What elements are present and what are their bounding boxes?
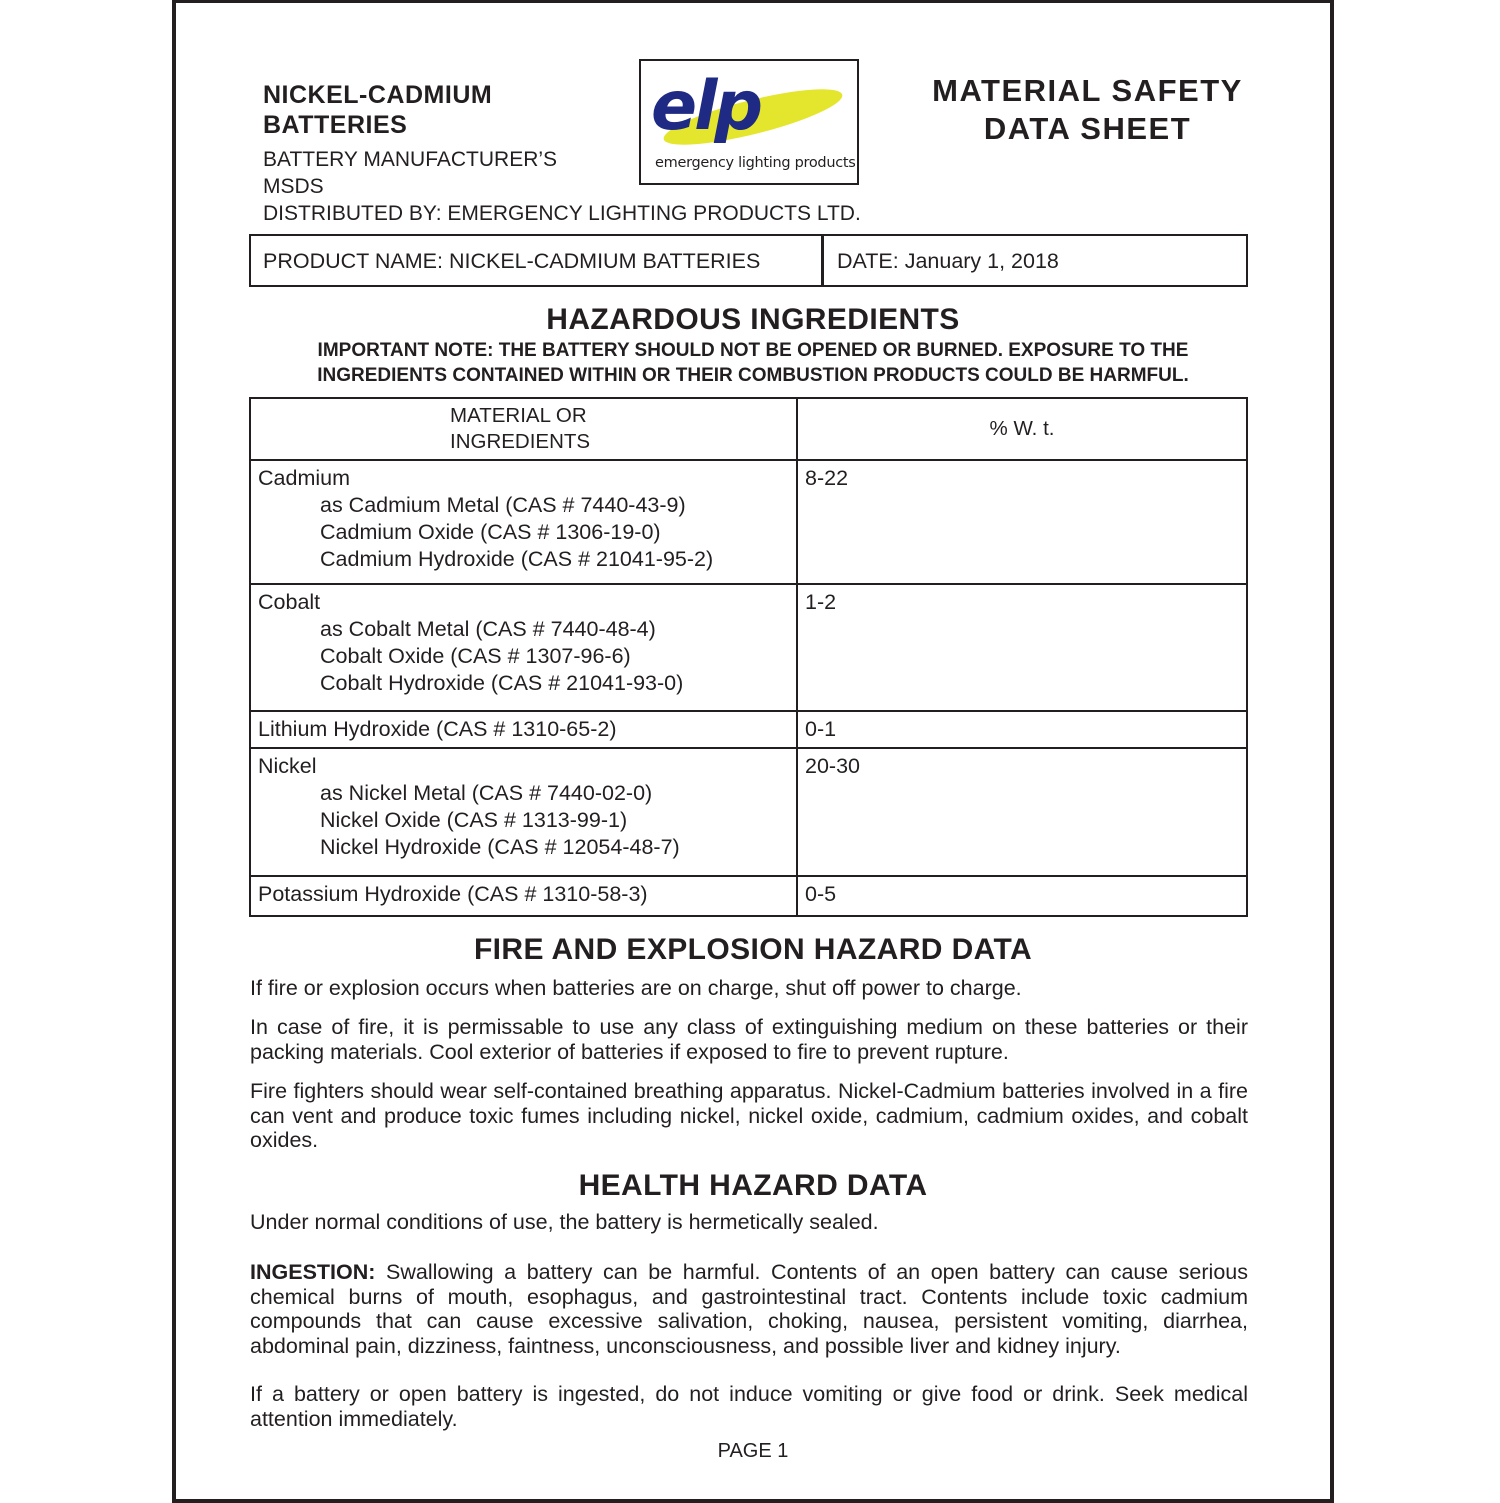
column-header-material-line2: INGREDIENTS xyxy=(450,430,591,453)
ingredient-name: Nickel xyxy=(258,754,317,778)
hazardous-ingredients-heading: HAZARDOUS INGREDIENTS xyxy=(546,303,960,336)
column-header-material xyxy=(250,398,797,460)
weight-cell: 0-1 xyxy=(797,711,1247,748)
ingestion-text: Swallowing a battery can be harmful. Contents of an open battery can cause serious chemical burns of mouth, esophagus, and gastrointestinal tract. Contents include toxic cadmium compounds that can cause excessive salivation, choking, nausea, persistent vomiting, diarrhea, abdominal pain, dizziness, faintness, unconsciousness, and possible liver and kidney injury. xyxy=(250,1260,1248,1358)
weight-cell: 8-22 xyxy=(797,460,1247,584)
fire-heading: FIRE AND EXPLOSION HAZARD DATA xyxy=(473,933,1033,966)
ingredient-cell xyxy=(250,711,797,748)
weight-cell: 1-2 xyxy=(797,584,1247,711)
table-row xyxy=(250,748,1247,876)
document-title xyxy=(900,72,1275,148)
table-header-row xyxy=(250,398,1247,460)
important-note xyxy=(180,338,1326,388)
ingredient-compound: Cadmium Oxide (CAS # 1306-19-0) xyxy=(320,520,661,544)
ingestion-paragraph xyxy=(250,1260,1248,1358)
ingredient-compound: as Cobalt Metal (CAS # 7440-48-4) xyxy=(320,617,656,641)
ingredient-cell xyxy=(250,460,797,584)
weight-cell: 20-30 xyxy=(797,748,1247,876)
fire-paragraph-3: Fire fighters should wear self-contained breathing apparatus. Nickel-Cadmium batteries involved in a fire can vent and produce toxic fumes including nickel, nickel oxide, cadmium, cadmium oxides, and cobalt oxides. xyxy=(250,1079,1248,1152)
product-bar-divider xyxy=(821,236,824,285)
ingredient-name: Cobalt xyxy=(258,590,321,614)
ingredient-name: Potassium Hydroxide (CAS # 1310-58-3) xyxy=(258,882,648,906)
product-bar xyxy=(249,234,1248,287)
ingredient-name: Cadmium xyxy=(258,466,350,490)
ingredient-compound: Cobalt Hydroxide (CAS # 21041-93-0) xyxy=(320,671,684,695)
subtitle: BATTERY MANUFACTURER’S MSDS xyxy=(263,148,558,198)
ingredient-compound: Cobalt Oxide (CAS # 1307-96-6) xyxy=(320,644,631,668)
ingredient-compound: Nickel Oxide (CAS # 1313-99-1) xyxy=(320,808,628,832)
health-paragraph-1: Under normal conditions of use, the battery is hermetically sealed. xyxy=(250,1210,879,1234)
ingredient-name: Lithium Hydroxide (CAS # 1310-65-2) xyxy=(258,717,617,741)
ingredients-table xyxy=(249,397,1248,917)
logo-wordmark: elp xyxy=(651,67,761,146)
ingestion-label: INGESTION: xyxy=(250,1260,376,1284)
fire-paragraph-1: If fire or explosion occurs when batteries are on charge, shut off power to charge. xyxy=(250,976,1022,1000)
ingredient-cell xyxy=(250,876,797,916)
important-note-line1: IMPORTANT NOTE: THE BATTERY SHOULD NOT BE OPENED OR BURNED. EXPOSURE TO THE xyxy=(317,340,1189,361)
elp-logo xyxy=(639,59,859,185)
ingredient-compound: as Nickel Metal (CAS # 7440-02-0) xyxy=(320,781,653,805)
ingredient-cell xyxy=(250,584,797,711)
document-title-line2: DATA SHEET xyxy=(983,111,1192,146)
health-paragraph-3: If a battery or open battery is ingested, do not induce vomiting or give food or drink. Seek medical attention immediately. xyxy=(250,1382,1248,1431)
ingredients-table-body xyxy=(250,460,1247,916)
ingredient-compound: Nickel Hydroxide (CAS # 12054-48-7) xyxy=(320,835,680,859)
ingredient-compound: as Cadmium Metal (CAS # 7440-43-9) xyxy=(320,493,686,517)
table-row xyxy=(250,584,1247,711)
table-row xyxy=(250,876,1247,916)
column-header-material-line1: MATERIAL OR xyxy=(450,404,587,427)
health-heading: HEALTH HAZARD DATA xyxy=(578,1169,928,1202)
document-title-line1: MATERIAL SAFETY xyxy=(932,73,1243,108)
product-name: PRODUCT NAME: NICKEL-CADMIUM BATTERIES xyxy=(263,249,761,273)
product-title: NICKEL-CADMIUM BATTERIES xyxy=(263,81,493,139)
page-number: PAGE 1 xyxy=(717,1440,789,1462)
column-header-weight: % W. t. xyxy=(797,398,1247,460)
table-row xyxy=(250,711,1247,748)
table-row xyxy=(250,460,1247,584)
distributed-by: DISTRIBUTED BY: EMERGENCY LIGHTING PRODUCTS LTD. xyxy=(263,202,861,225)
fire-paragraph-2: In case of fire, it is permissable to use any class of extinguishing medium on these batteries or their packing materials. Cool exterior of batteries if exposed to fire to prevent rupture. xyxy=(250,1015,1248,1064)
ingredient-cell xyxy=(250,748,797,876)
ingredient-compound: Cadmium Hydroxide (CAS # 21041-95-2) xyxy=(320,547,714,571)
logo-tagline: emergency lighting products xyxy=(655,155,856,171)
important-note-line2: INGREDIENTS CONTAINED WITHIN OR THEIR COMBUSTION PRODUCTS COULD BE HARMFUL. xyxy=(317,365,1189,386)
weight-cell: 0-5 xyxy=(797,876,1247,916)
document-date: DATE: January 1, 2018 xyxy=(837,249,1059,273)
